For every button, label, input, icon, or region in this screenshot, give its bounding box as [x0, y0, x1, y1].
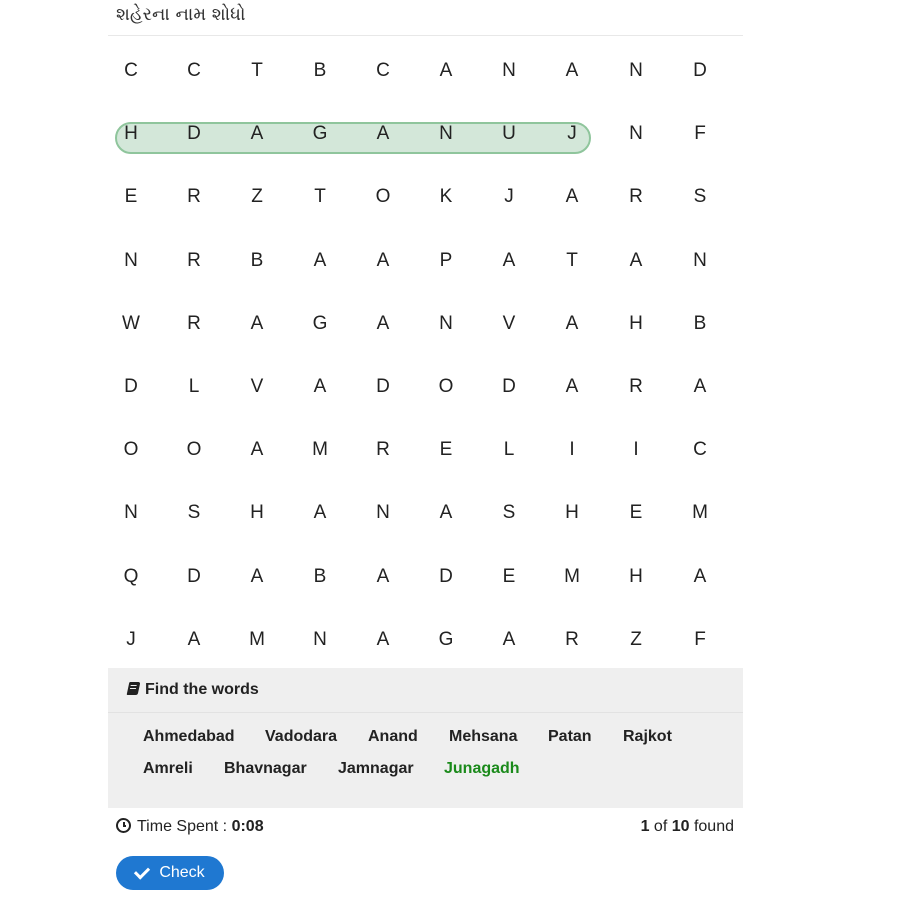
check-button-label: Check [159, 864, 205, 881]
grid-cell[interactable]: E [124, 186, 138, 208]
grid-cell[interactable]: N [629, 60, 643, 81]
grid-cell[interactable]: R [187, 186, 201, 208]
grid-cell[interactable]: D [439, 565, 453, 587]
grid-cell[interactable]: A [250, 312, 264, 334]
grid-cell[interactable]: D [187, 123, 201, 145]
grid-cell[interactable]: N [124, 502, 138, 524]
grid-cell[interactable]: A [693, 565, 707, 587]
grid-cell[interactable]: T [314, 186, 326, 208]
found-count: 1 [640, 818, 650, 835]
grid-cell[interactable]: A [376, 628, 390, 650]
grid-cell[interactable]: N [376, 502, 390, 524]
grid-cell[interactable]: D [124, 376, 138, 397]
grid-cell[interactable]: A [693, 376, 707, 397]
grid-cell[interactable]: B [250, 249, 264, 271]
grid-cell[interactable]: A [629, 249, 643, 271]
grid-cell[interactable]: N [693, 249, 707, 271]
grid-cell[interactable]: L [188, 376, 200, 397]
found-suffix: found [689, 818, 734, 835]
grid-cell[interactable]: S [693, 186, 707, 208]
grid-cell[interactable]: E [629, 502, 643, 524]
word-list-item: Ahmedabad [143, 728, 235, 745]
grid-cell[interactable]: A [376, 123, 390, 145]
grid-cell[interactable]: A [376, 312, 390, 334]
letter-grid[interactable] [108, 36, 743, 669]
grid-cell[interactable]: E [439, 439, 453, 461]
grid-cell[interactable]: N [124, 249, 138, 271]
grid-cell[interactable]: O [186, 439, 202, 461]
grid-cell[interactable]: M [312, 439, 328, 461]
grid-cell[interactable]: R [187, 249, 201, 271]
grid-cell[interactable]: M [249, 628, 265, 650]
grid-cell[interactable]: V [250, 376, 264, 397]
grid-cell[interactable]: D [502, 376, 516, 397]
grid-cell[interactable]: M [692, 502, 708, 524]
grid-cell[interactable]: P [439, 249, 453, 271]
time-spent [116, 818, 264, 836]
word-list-item: Vadodara [265, 728, 338, 745]
grid-cell[interactable]: R [376, 439, 390, 461]
grid-cell[interactable]: K [439, 186, 453, 208]
grid-cell[interactable]: S [502, 502, 516, 524]
grid-cell[interactable]: A [439, 502, 453, 524]
grid-cell[interactable]: A [565, 376, 579, 397]
book-icon [127, 682, 141, 695]
grid-cell[interactable]: J [504, 186, 514, 208]
word-list-item: Rajkot [623, 728, 672, 745]
grid-cell[interactable]: O [375, 186, 391, 208]
found-total: 10 [671, 818, 690, 835]
grid-cell[interactable]: I [569, 439, 575, 461]
grid-cell[interactable]: A [565, 312, 579, 334]
grid-cell[interactable]: V [502, 312, 516, 334]
grid-cell[interactable]: N [629, 123, 643, 145]
grid-cell[interactable]: A [439, 60, 453, 81]
grid-cell[interactable]: A [313, 502, 327, 524]
checkmark-icon [134, 863, 150, 879]
grid-cell[interactable]: G [312, 123, 328, 145]
grid-cell[interactable]: N [439, 123, 453, 145]
grid-cell[interactable]: C [376, 60, 390, 81]
word-list-panel [108, 668, 743, 808]
grid-cell[interactable]: Q [123, 565, 139, 587]
check-button[interactable] [116, 856, 224, 890]
grid-cell[interactable]: O [438, 376, 454, 397]
time-spent-label: Time Spent : [137, 818, 232, 835]
word-list-item: Anand [368, 728, 418, 745]
found-counter [641, 818, 734, 836]
grid-cell[interactable]: J [126, 628, 136, 650]
grid-cell[interactable]: W [122, 312, 140, 334]
word-list-item: Mehsana [449, 728, 518, 745]
word-list-item: Bhavnagar [224, 760, 307, 777]
grid-cell[interactable]: G [438, 628, 454, 650]
grid-cell[interactable]: A [376, 249, 390, 271]
grid-cell[interactable]: N [313, 628, 327, 650]
grid-cell[interactable]: F [694, 123, 706, 145]
grid-cell[interactable]: G [312, 312, 328, 334]
grid-cell[interactable]: T [251, 60, 263, 81]
grid-cell[interactable]: A [502, 249, 516, 271]
grid-cell[interactable]: E [502, 565, 516, 587]
page-title: શહેરના નામ શોધો [108, 0, 743, 36]
grid-cell[interactable]: N [502, 60, 516, 81]
grid-cell[interactable]: S [187, 502, 201, 524]
grid-cell[interactable]: C [124, 60, 138, 81]
clock-icon [116, 818, 131, 833]
grid-cell[interactable]: R [565, 628, 579, 650]
grid-cell[interactable]: H [629, 312, 643, 334]
grid-cell[interactable]: N [439, 312, 453, 334]
grid-cell[interactable]: H [124, 123, 138, 145]
grid-cell[interactable]: B [313, 60, 327, 81]
grid-cell[interactable]: O [123, 439, 139, 461]
grid-cell[interactable]: A [313, 376, 327, 397]
word-list-header [108, 668, 743, 713]
grid-cell[interactable]: R [629, 186, 643, 208]
grid-cell[interactable]: D [187, 565, 201, 587]
grid-cell[interactable]: A [250, 565, 264, 587]
word-list-item: Amreli [143, 760, 193, 777]
grid-cell[interactable]: A [187, 628, 201, 650]
grid-cell[interactable]: H [629, 565, 643, 587]
found-of-text: of [649, 818, 672, 835]
time-spent-value: 0:08 [231, 818, 264, 835]
grid-cell[interactable]: T [566, 249, 578, 271]
grid-cell[interactable]: C [187, 60, 201, 81]
grid-cell[interactable]: Z [251, 186, 263, 208]
grid-cell[interactable]: R [629, 376, 643, 397]
puzzle-container [108, 0, 743, 777]
grid-cell[interactable]: I [633, 439, 639, 461]
grid-cell[interactable]: U [502, 123, 516, 145]
word-list-item: Junagadh [444, 760, 520, 777]
grid-cell[interactable]: L [503, 439, 515, 461]
grid-cell[interactable]: H [565, 502, 579, 524]
grid-cell[interactable]: B [693, 312, 707, 334]
grid-cell[interactable]: A [376, 565, 390, 587]
grid-cell[interactable]: D [693, 60, 707, 81]
word-list-item: Jamnagar [338, 760, 414, 777]
grid-cell[interactable]: D [376, 376, 390, 397]
word-list-heading: Find the words [145, 681, 259, 698]
grid-cell[interactable]: Z [630, 628, 642, 650]
grid-cell[interactable]: A [502, 628, 516, 650]
grid-cell[interactable]: A [250, 439, 264, 461]
grid-cell[interactable]: A [565, 186, 579, 208]
grid-cell[interactable]: R [187, 312, 201, 334]
grid-cell[interactable]: A [250, 123, 264, 145]
grid-cell[interactable]: M [564, 565, 580, 587]
grid-cell[interactable]: J [567, 123, 577, 145]
grid-cell[interactable]: H [250, 502, 264, 524]
grid-cell[interactable]: F [694, 628, 706, 650]
grid-cell[interactable]: B [313, 565, 327, 587]
word-list-item: Patan [548, 728, 592, 745]
grid-cell[interactable]: A [313, 249, 327, 271]
grid-cell[interactable]: C [693, 439, 707, 461]
grid-cell[interactable]: A [565, 60, 579, 81]
